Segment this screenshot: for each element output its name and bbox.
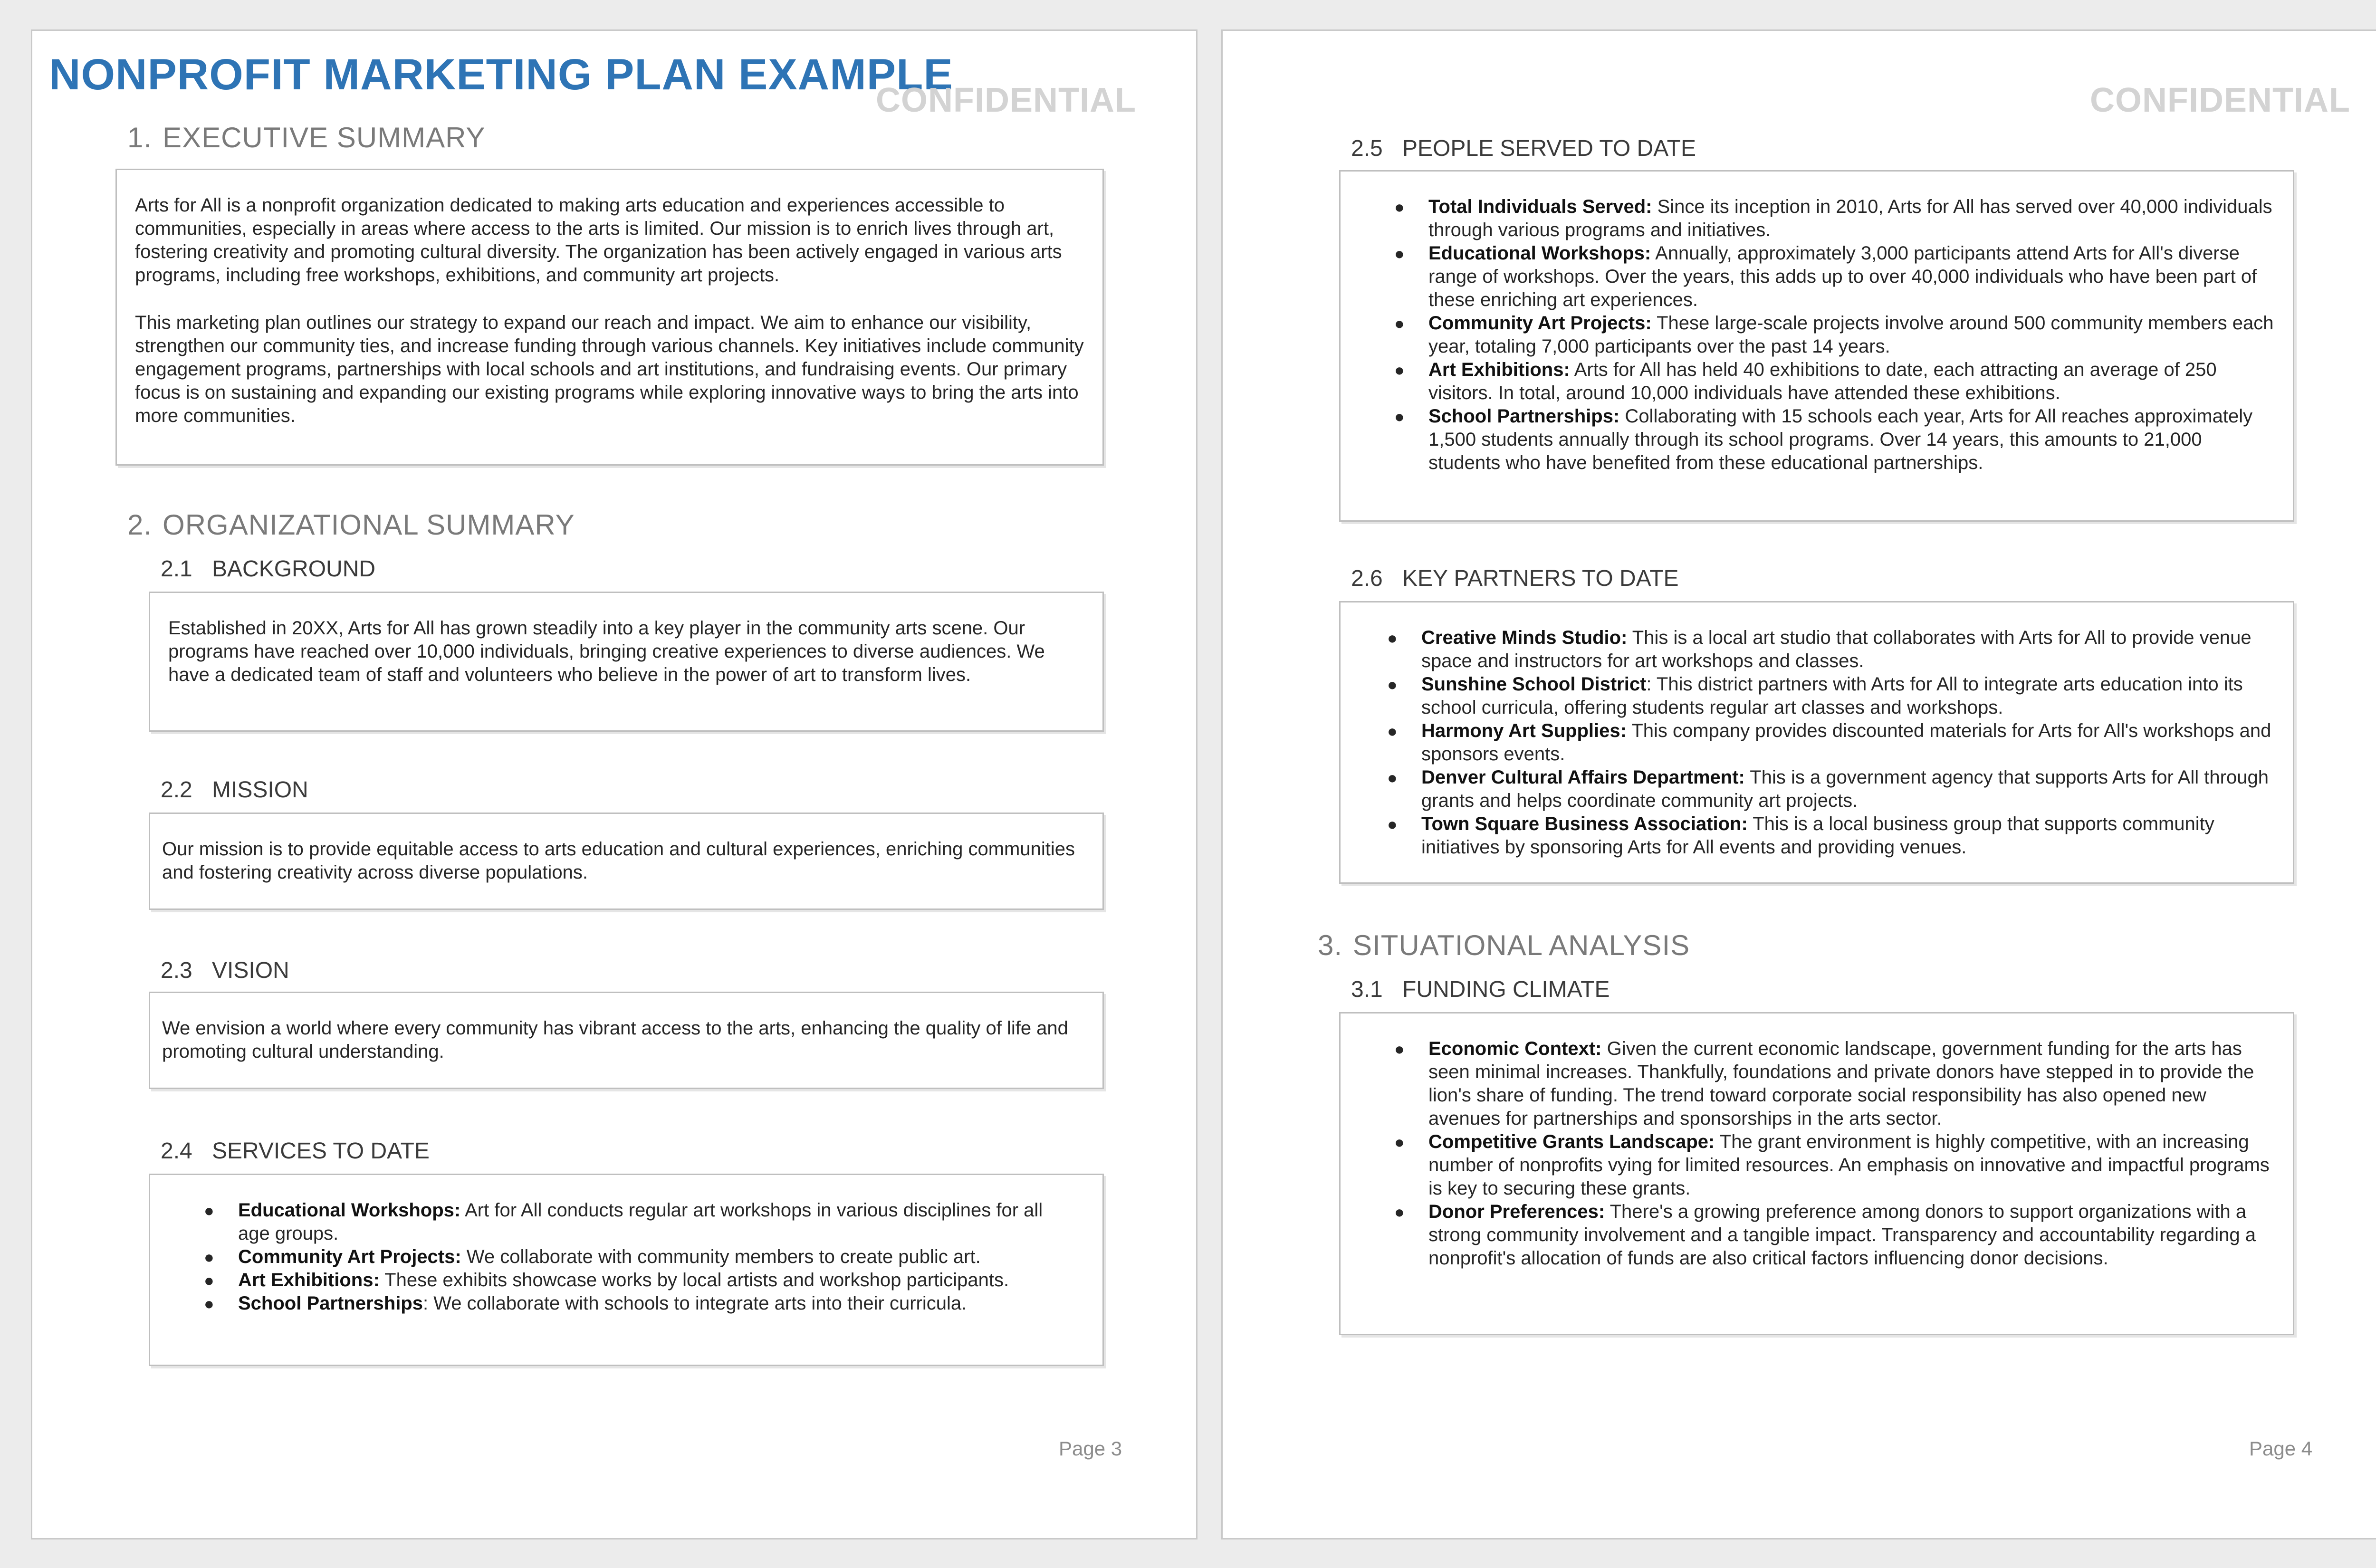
heading-text: PEOPLE SERVED TO DATE (1402, 136, 1696, 161)
list-item-text: Given the current economic landscape, government funding for the arts has seen minimal increases. Thankfully, foundations and private donors have stepped in to provide the lion's share of funding. The trend toward corporate social responsibility has also opened new avenues for partnerships and sponsorships in the arts sector. (1428, 1038, 2254, 1129)
list-item (1394, 1200, 2276, 1270)
list-item-text: There's a growing preference among donors to support organizations with a strong community involvement and a tangible impact. Transparency and accountability regarding a nonprofit's allocation of funds are also critical factors influencing donor decisions. (1428, 1201, 2256, 1269)
heading-number: 2.2 (161, 777, 192, 803)
bullet-icon: ● (1387, 675, 1398, 694)
heading-text: SERVICES TO DATE (212, 1138, 430, 1164)
list-item-text: This company provides discounted materials for Arts for All's workshops and sponsors events. (1421, 720, 2271, 765)
bullet-icon: ● (1394, 197, 1405, 217)
funding-climate-box (1339, 1012, 2294, 1335)
list-item-text: This is a local business group that supports community initiatives by sponsoring Arts for All events and providing venues. (1421, 813, 2214, 858)
list-item-text: Art for All conducts regular art workshops in various disciplines for all age groups. (238, 1200, 1043, 1244)
heading-organizational-summary (127, 508, 575, 541)
page-number: Page 4 (2249, 1437, 2313, 1460)
list-item (204, 1199, 1074, 1245)
list-item (1394, 195, 2274, 242)
list-item (204, 1245, 1074, 1269)
mission-box (149, 813, 1104, 910)
list-item-label: Community Art Projects: (1428, 313, 1652, 334)
list-item (1394, 312, 2274, 358)
executive-summary-box (115, 169, 1104, 466)
list-item-text: This is a government agency that supports Arts for All through grants and helps coordinate community art projects. (1421, 767, 2269, 811)
heading-mission (161, 777, 308, 803)
list-item-text: Collaborating with 15 schools each year, Arts for All reaches approximately 1,500 students annually through its school programs. Over 14 years, this amounts to 21,000 students who have benefited from these educational partnerships. (1428, 406, 2253, 473)
people-served-box (1339, 170, 2294, 522)
list-item-label: Town Square Business Association: (1421, 813, 1748, 834)
heading-executive-summary (127, 121, 485, 154)
key-partners-list (1387, 626, 2274, 859)
list-item (1394, 405, 2274, 475)
list-item-label: Total Individuals Served: (1428, 196, 1652, 217)
list-item (1387, 766, 2274, 813)
list-item-text: Annually, approximately 3,000 participants attend Arts for All's diverse range of workshops. Over the years, this adds up to over 40,000 individuals who have been part of these enriching art experiences. (1428, 243, 2257, 310)
list-item-label: Creative Minds Studio: (1421, 627, 1628, 648)
page-4 (1221, 29, 2376, 1539)
heading-number: 2. (127, 509, 153, 541)
page-3 (31, 29, 1198, 1539)
heading-key-partners (1351, 565, 1679, 592)
executive-summary-paragraph-2: This marketing plan outlines our strategy to expand our reach and impact. We aim to enhance our visibility, strengthen our community ties, and increase funding through various channels. Key initiatives include community engagement programs, partnerships with local schools and art institutions, and fundraising events. Our primary focus is on sustaining and expanding our existing programs while exploring innovative ways to bring the arts into more communities. (135, 312, 1084, 426)
confidential-label: CONFIDENTIAL (876, 81, 1136, 119)
confidential-label: CONFIDENTIAL (2090, 81, 2350, 119)
bullet-icon: ● (1387, 628, 1398, 648)
heading-services-to-date (161, 1138, 430, 1164)
bullet-icon: ● (1394, 360, 1405, 380)
heading-text: MISSION (212, 777, 308, 803)
bullet-icon: ● (204, 1294, 214, 1313)
list-item-text: These large-scale projects involve around 500 community members each year, totaling 7,000 participants over the past 14 years. (1428, 313, 2274, 357)
list-item (1387, 673, 2274, 719)
heading-text: FUNDING CLIMATE (1402, 977, 1610, 1002)
list-item (1387, 626, 2274, 673)
list-item-text: We collaborate with community members to create public art. (461, 1246, 981, 1267)
heading-number: 2.3 (161, 958, 192, 983)
document-title: NONPROFIT MARKETING PLAN EXAMPLE (49, 50, 953, 99)
executive-summary-paragraph-1: Arts for All is a nonprofit organization dedicated to making arts education and experiences accessible to communities, especially in areas where access to the arts is limited. Our mission is to enrich lives through art, fostering creativity and promoting cultural diversity. The organization has been actively engaged in various arts programs, including free workshops, exhibitions, and community art projects. (135, 195, 1062, 286)
bullet-icon: ● (1394, 407, 1405, 426)
bullet-icon: ● (1394, 1132, 1405, 1152)
background-text: Established in 20XX, Arts for All has grown steadily into a key player in the community arts scene. Our programs have reached over 10,000 individuals, bringing creative experiences to diverse audiences. We have a dedicated team of staff and volunteers who believe in the power of art to transform lives. (168, 618, 1045, 685)
heading-text: KEY PARTNERS TO DATE (1402, 566, 1679, 591)
list-item (1394, 358, 2274, 405)
heading-number: 1. (127, 122, 153, 153)
list-item-label: Educational Workshops: (1428, 243, 1651, 264)
bullet-icon: ● (204, 1271, 214, 1290)
list-item-text: The grant environment is highly competitive, with an increasing number of nonprofits vying for limited resources. An emphasis on innovative and impactful programs is key to securing these grants. (1428, 1131, 2270, 1199)
list-item-label: Sunshine School District (1421, 674, 1647, 695)
funding-climate-list (1394, 1037, 2276, 1270)
bullet-icon: ● (1394, 1202, 1405, 1222)
bullet-icon: ● (1394, 244, 1405, 263)
list-item-label: Economic Context: (1428, 1038, 1602, 1059)
list-item-text: : This district partners with Arts for All to integrate arts education into its school curricula, offering students regular art classes and workshops. (1421, 674, 2243, 718)
bullet-icon: ● (1387, 721, 1398, 741)
bullet-icon: ● (204, 1247, 214, 1267)
background-box (149, 592, 1104, 732)
heading-background (161, 556, 375, 582)
list-item-label: Educational Workshops: (238, 1200, 461, 1221)
list-item (204, 1292, 1074, 1315)
heading-number: 3. (1318, 929, 1343, 961)
list-item-label: Art Exhibitions: (1428, 359, 1570, 380)
list-item-label: School Partnerships (238, 1293, 423, 1314)
services-box (149, 1174, 1104, 1366)
vision-text: We envision a world where every community has vibrant access to the arts, enhancing the quality of life and promoting cultural understanding. (162, 1018, 1068, 1062)
list-item (1394, 242, 2274, 312)
heading-text: EXECUTIVE SUMMARY (163, 122, 486, 153)
list-item-text: Arts for All has held 40 exhibitions to date, each attracting an average of 250 visitors. In total, around 10,000 individuals have attended these exhibitions. (1428, 359, 2217, 403)
key-partners-box (1339, 601, 2294, 884)
heading-funding-climate (1351, 976, 1610, 1003)
heading-text: VISION (212, 958, 289, 983)
heading-text: ORGANIZATIONAL SUMMARY (163, 509, 575, 541)
list-item-label: Community Art Projects: (238, 1246, 461, 1267)
list-item-label: Donor Preferences: (1428, 1201, 1605, 1222)
heading-text: BACKGROUND (212, 556, 376, 582)
list-item-text: Since its inception in 2010, Arts for All has served over 40,000 individuals through various programs and initiatives. (1428, 196, 2272, 240)
list-item-text: This is a local art studio that collaborates with Arts for All to provide venue space and instructors for art workshops and classes. (1421, 627, 2251, 671)
services-list (204, 1199, 1074, 1315)
heading-number: 2.4 (161, 1138, 192, 1164)
people-served-list (1394, 195, 2274, 475)
list-item-label: School Partnerships: (1428, 406, 1620, 427)
heading-situational-analysis (1318, 929, 1690, 962)
bullet-icon: ● (1394, 314, 1405, 333)
list-item (1394, 1130, 2276, 1200)
list-item (1387, 719, 2274, 766)
bullet-icon: ● (1387, 768, 1398, 787)
list-item-label: Harmony Art Supplies: (1421, 720, 1627, 741)
heading-people-served (1351, 135, 1696, 162)
bullet-icon: ● (1394, 1039, 1405, 1059)
page-number: Page 3 (1059, 1437, 1122, 1460)
list-item-label: Competitive Grants Landscape: (1428, 1131, 1715, 1152)
heading-number: 2.1 (161, 556, 192, 582)
list-item (1394, 1037, 2276, 1130)
list-item (1387, 813, 2274, 859)
list-item-label: Art Exhibitions: (238, 1270, 380, 1291)
vision-box (149, 992, 1104, 1089)
list-item (204, 1269, 1074, 1292)
mission-text: Our mission is to provide equitable access to arts education and cultural experiences, enriching communities and fostering creativity across diverse populations. (162, 839, 1075, 883)
bullet-icon: ● (1387, 814, 1398, 834)
heading-text: SITUATIONAL ANALYSIS (1353, 929, 1690, 961)
bullet-icon: ● (204, 1201, 214, 1220)
heading-number: 2.5 (1351, 136, 1383, 161)
list-item-text: These exhibits showcase works by local artists and workshop participants. (379, 1270, 1009, 1291)
list-item-text: : We collaborate with schools to integrate arts into their curricula. (422, 1293, 967, 1314)
heading-number: 3.1 (1351, 977, 1383, 1002)
list-item-label: Denver Cultural Affairs Department: (1421, 767, 1745, 788)
heading-vision (161, 957, 289, 984)
heading-number: 2.6 (1351, 566, 1383, 591)
